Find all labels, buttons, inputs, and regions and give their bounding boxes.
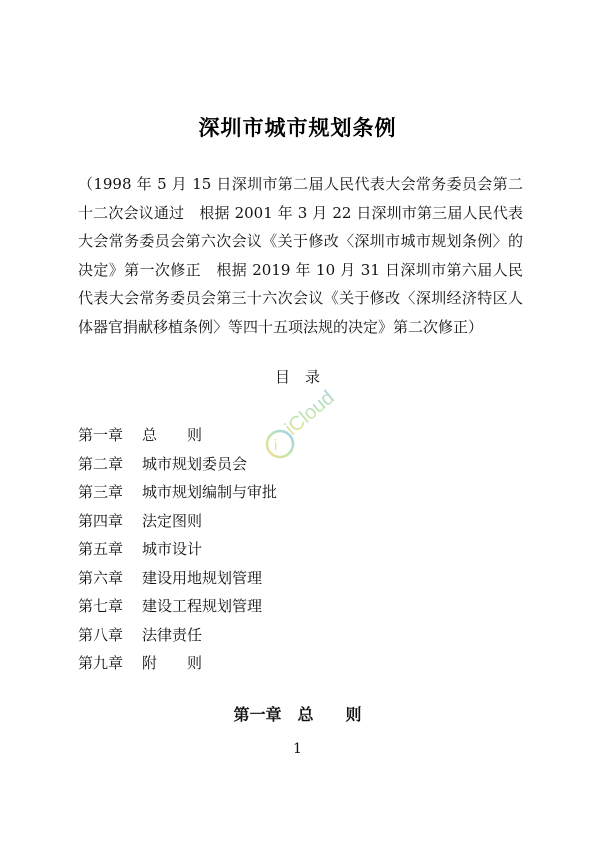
toc-item-chapter-3 xyxy=(78,478,277,507)
toc-item-chapter-5 xyxy=(78,535,277,564)
toc-chapter-title: 法定图则 xyxy=(142,511,203,530)
toc-chapter-number: 第二章 xyxy=(78,454,124,473)
toc-item-chapter-2 xyxy=(78,450,277,479)
toc-chapter-number: 第三章 xyxy=(78,483,124,501)
toc-chapter-title: 法律责任 xyxy=(142,625,203,644)
toc-chapter-number: 第七章 xyxy=(78,597,124,615)
toc-chapter-title: 城市设计 xyxy=(142,540,203,558)
toc-item-chapter-4 xyxy=(78,507,277,536)
toc-chapter-title: 附 则 xyxy=(142,654,203,672)
toc-chapter-title: 城市规划委员会 xyxy=(142,454,248,473)
icloud-watermark-logo xyxy=(258,378,358,468)
watermark-text: iCloud xyxy=(281,386,339,440)
watermark-i-glyph: i xyxy=(274,437,278,454)
page-number: 1 xyxy=(293,741,302,757)
toc-chapter-number: 第四章 xyxy=(78,511,124,530)
toc-chapter-number: 第八章 xyxy=(78,625,124,644)
toc-chapter-title: 建设用地规划管理 xyxy=(142,568,263,587)
preamble-text: （1998 年 5 月 15 日深圳市第二届人民代表大会常务委员会第二十二次会议通过 根据 2001 年 3 月 22 日深圳市第三届人民代表大会常务委员会第六次会议《关于修改〈深圳市城市规划条例〉的决定》第一次修正 根据 2019 年 10 月 31 日深圳市第六届人民代表大会常务委员会第三十六次会议《关于修改〈深圳经济特区人体器官捐献移植条例〉等四十五项法规的决定》第二次修正） xyxy=(78,175,523,336)
toc-item-chapter-7 xyxy=(78,592,277,621)
toc-item-chapter-1 xyxy=(78,421,277,450)
toc-item-chapter-9 xyxy=(78,649,277,678)
toc-chapter-title: 城市规划编制与审批 xyxy=(142,483,278,501)
chapter-heading: 第一章 总 则 xyxy=(233,705,362,724)
watermark-circle-shape xyxy=(267,431,293,457)
toc-chapter-number: 第五章 xyxy=(78,540,124,558)
toc-chapter-title: 建设工程规划管理 xyxy=(142,597,263,615)
toc-item-chapter-8 xyxy=(78,621,277,650)
toc-item-chapter-6 xyxy=(78,564,277,593)
document-title: 深圳市城市规划条例 xyxy=(198,115,397,140)
toc-chapter-number: 第一章 xyxy=(78,426,124,444)
toc-heading: 目 录 xyxy=(274,368,320,386)
table-of-contents xyxy=(78,421,277,678)
toc-chapter-number: 第九章 xyxy=(78,654,124,672)
toc-chapter-number: 第六章 xyxy=(78,568,124,587)
toc-chapter-title: 总 则 xyxy=(142,426,203,444)
